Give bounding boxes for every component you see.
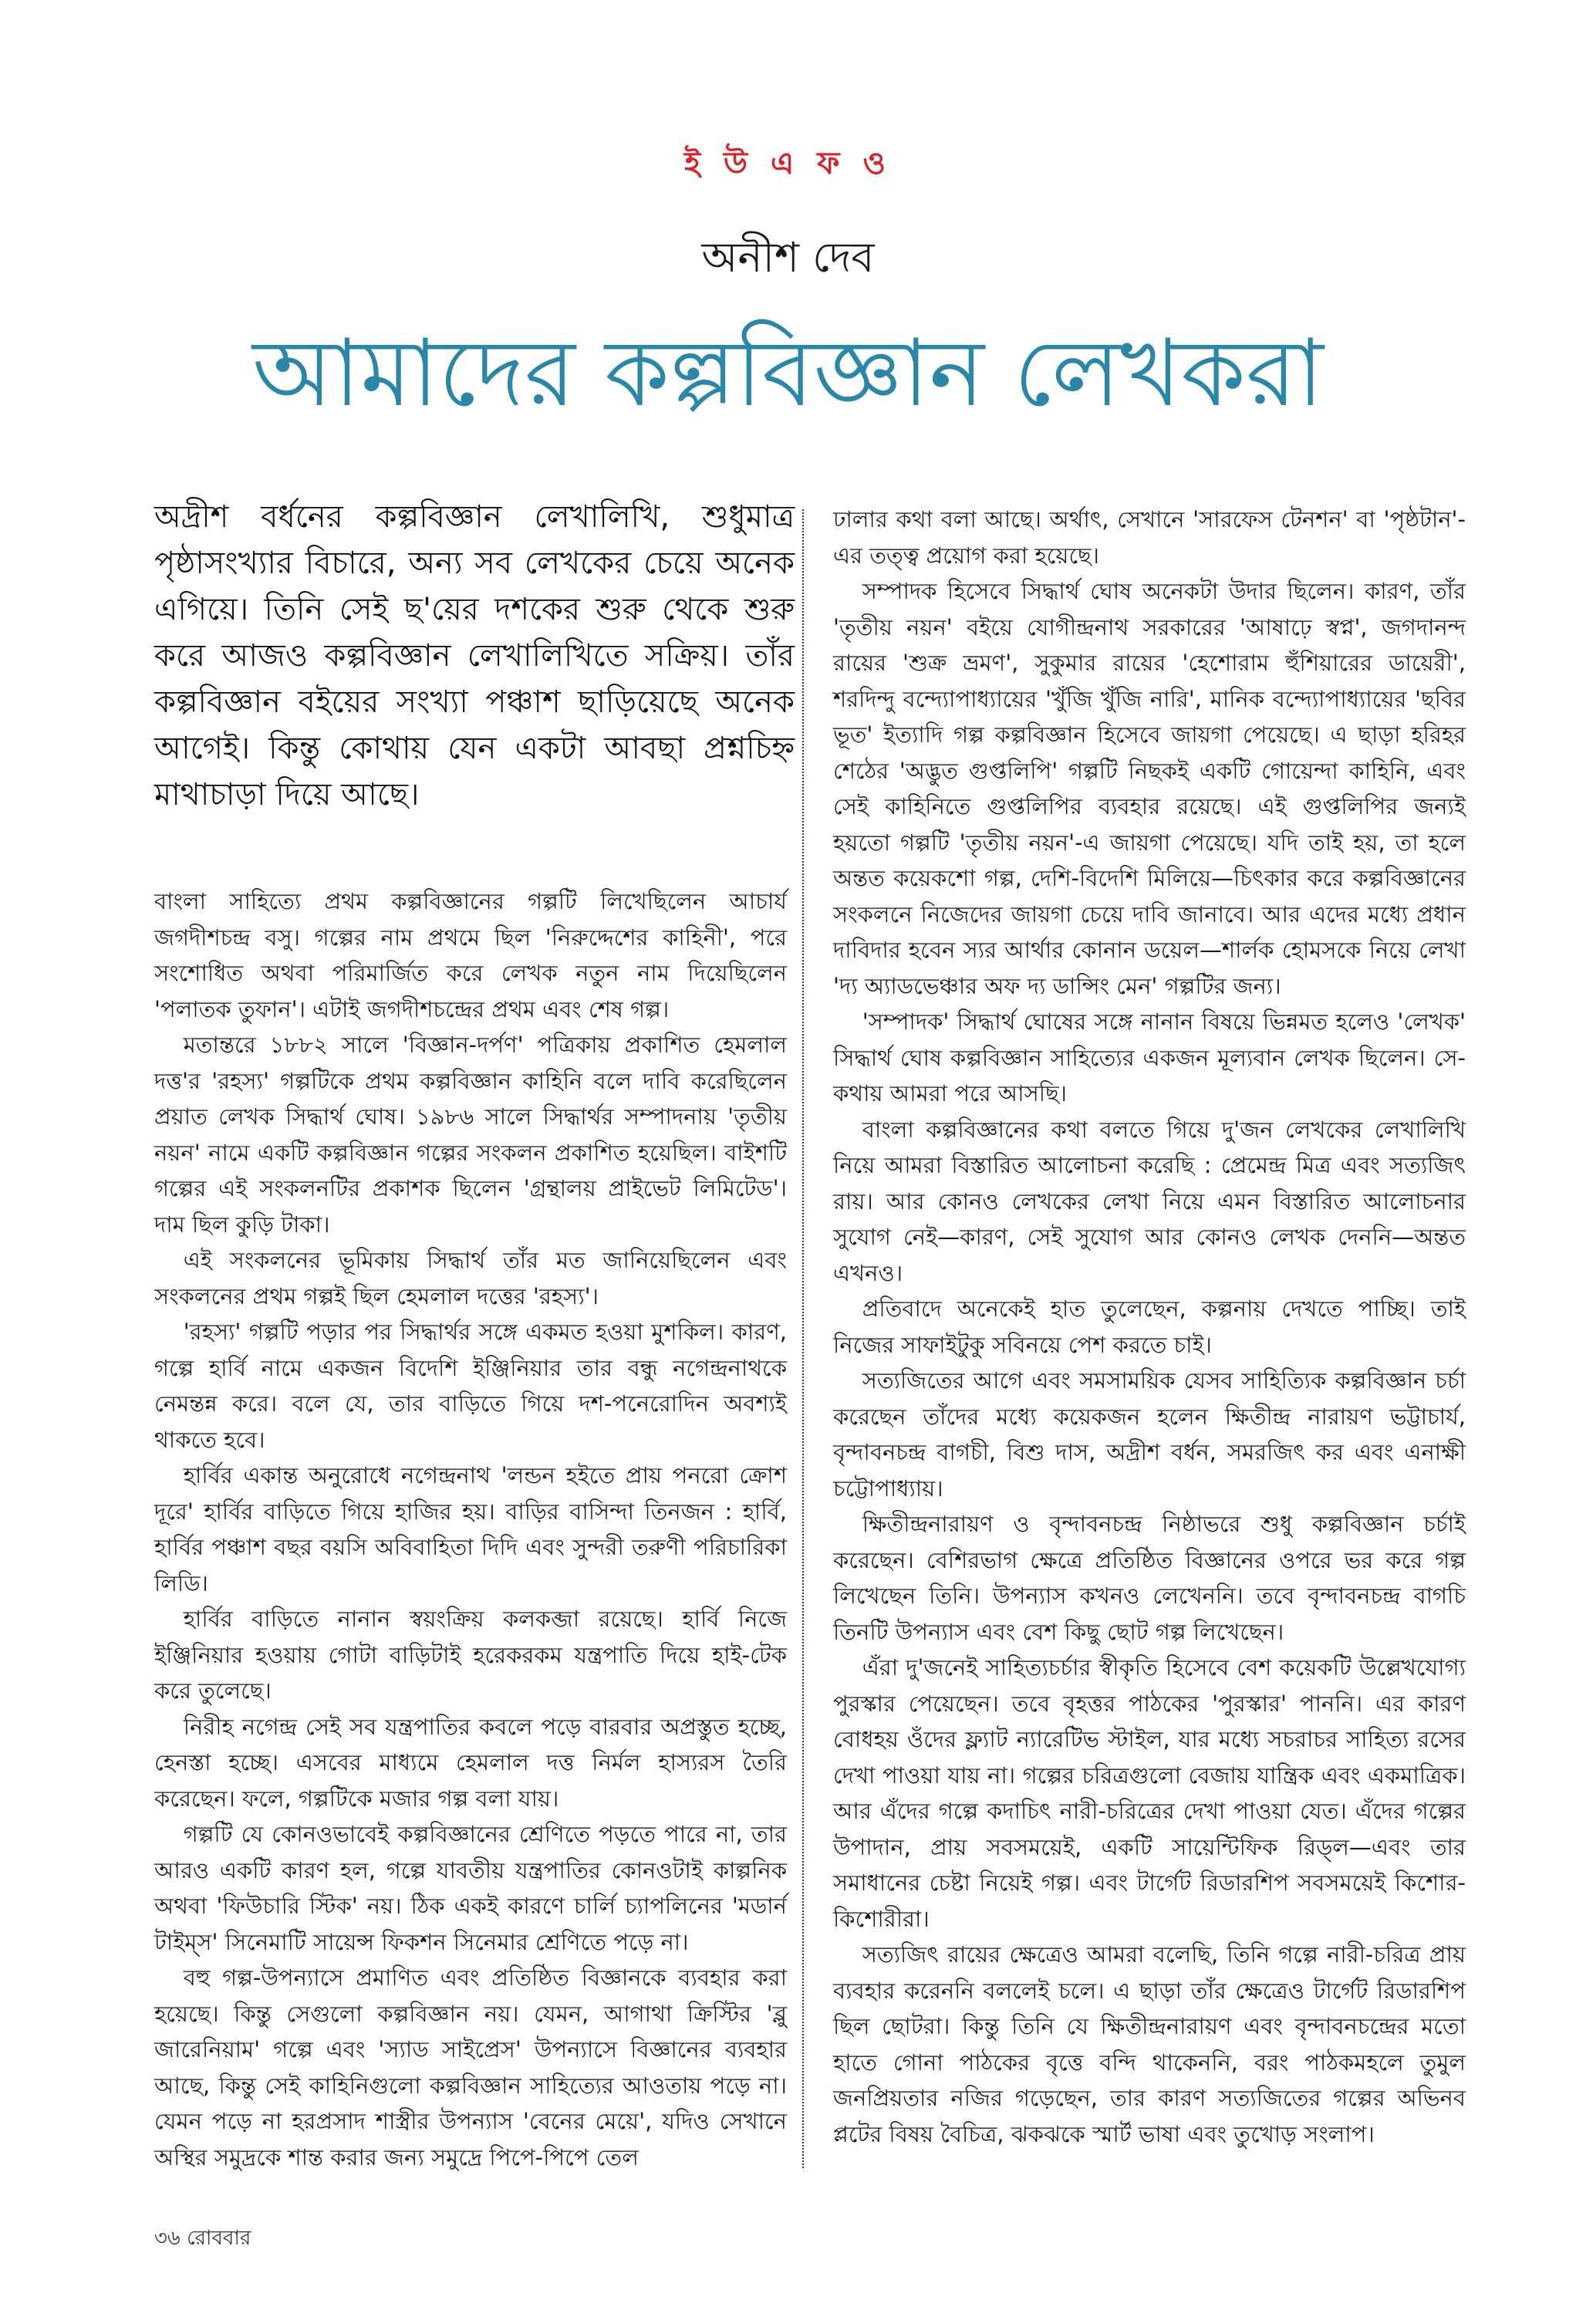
- column-divider: [802, 509, 804, 2168]
- paragraph: বহু গল্প-উপন্যাসে প্রমাণিত এবং প্রতিষ্ঠিত বিজ্ঞানকে ব্যবহার করা হয়েছে। কিন্তু সেগুলো কল্পবিজ্ঞান নয়। যেমন, আগাথা ক্রিস্টির 'ব্লু জারেনিয়াম' গল্পে এবং 'স্যাড সাইপ্রেস' উপন্যাসে বিজ্ঞানের ব্যবহার আছে, কিন্তু সেই কাহিনিগুলো কল্পবিজ্ঞান সাহিত্যের আওতায় পড়ে না। যেমন পড়ে না হরপ্রসাদ শাস্ত্রীর উপন্যাস 'বেনের মেয়ে', যদিও সেখানে অস্থির সমুদ্রকে শান্ত করার জন্য সমুদ্রে পিপে-পিপে তেল: [154, 1964, 787, 2170]
- paragraph: 'রহস্য' গল্পটি পড়ার পর সিদ্ধার্থর সঙ্গে একমত হওয়া মুশকিল। কারণ, গল্পে হার্বি নামে একজন বিদেশি ইঞ্জিনিয়ার তার বন্ধু নগেন্দ্রনাথকে নেমন্তন্ন করে। বলে যে, তার বাড়িতে গিয়ে দশ-পনেরোদিন অবশ্যই থাকতে হবে।: [154, 1319, 787, 1453]
- article-headline: আমাদের কল্পবিজ্ঞান লেখকরা: [252, 320, 1324, 427]
- paragraph: সত্যজিতের আগে এবং সমসাময়িক যেসব সাহিত্যিক কল্পবিজ্ঞান চর্চা করেছেন তাঁদের মধ্যে কয়েকজন হলেন ক্ষিতীন্দ্র নারায়ণ ভট্টাচার্য, বৃন্দাবনচন্দ্র বাগচী, বিশু দাস, অদ্রীশ বর্ধন, সমরজিৎ কর এবং এনাক্ষী চট্টোপাধ্যায়।: [833, 1367, 1466, 1501]
- paragraph: মতান্তরে ১৮৮২ সালে 'বিজ্ঞান-দর্পণ' পত্রিকায় প্রকাশিত হেমলাল দত্ত'র 'রহস্য' গল্পটিকে প্রথম কল্পবিজ্ঞান কাহিনি বলে দাবি করেছিলেন প্রয়াত লেখক সিদ্ধার্থ ঘোষ। ১৯৮৬ সালে সিদ্ধার্থর সম্পাদনায় 'তৃতীয় নয়ন' নামে একটি কল্পবিজ্ঞান গল্পের সংকলন প্রকাশিত হয়েছিল। বাইশটি গল্পের এই সংকলনটির প্রকাশক ছিলেন 'গ্রন্থালয় প্রাইভেট লিমিটেড'। দাম ছিল কুড়ি টাকা।: [154, 1032, 787, 1238]
- paragraph: ক্ষিতীন্দ্রনারায়ণ ও বৃন্দাবনচন্দ্র নিষ্ঠাভরে শুধু কল্পবিজ্ঞান চর্চাই করেছেন। বেশিরভাগ ক্ষেত্রে প্রতিষ্ঠিত বিজ্ঞানের ওপরে ভর করে গল্প লিখেছেন তিনি। উপন্যাস কখনও লেখেননি। তবে বৃন্দাবনচন্দ্র বাগচি তিনটি উপন্যাস এবং বেশ কিছু ছোট গল্প লিখেছেন।: [833, 1511, 1466, 1645]
- left-column: [154, 883, 787, 2175]
- right-column: [833, 502, 1466, 2152]
- paragraph: ঢালার কথা বলা আছে। অর্থাৎ, সেখানে 'সারফেস টেনশন' বা 'পৃষ্ঠটান'-এর তত্ত্ব প্রয়োগ করা হয়েছে।: [833, 506, 1466, 569]
- paragraph: এই সংকলনের ভূমিকায় সিদ্ধার্থ তাঁর মত জানিয়েছিলেন এবং সংকলনের প্রথম গল্পই ছিল হেমলাল দত্তের 'রহস্য'।: [154, 1247, 787, 1309]
- page-folio: ৩৬ রোববার: [154, 2227, 251, 2250]
- paragraph: বাংলা সাহিত্যে প্রথম কল্পবিজ্ঞানের গল্পটি লিখেছিলেন আচার্য জগদীশচন্দ্র বসু। গল্পের নাম প্রথমে ছিল 'নিরুদ্দেশের কাহিনী', পরে সংশোধিত অথবা পরিমার্জিত করে লেখক নতুন নাম দিয়েছিলেন 'পলাতক তুফান'। এটাই জগদীশচন্দ্রের প্রথম এবং শেষ গল্প।: [154, 888, 787, 1022]
- section-kicker: ই উ এ ফ ও: [684, 146, 892, 181]
- author-byline: অনীশ দেব: [701, 233, 875, 282]
- paragraph: সত্যজিৎ রায়ের ক্ষেত্রেও আমরা বলেছি, তিনি গল্পে নারী-চরিত্র প্রায় ব্যবহার করেননি বললেই চলে। এ ছাড়া তাঁর ক্ষেত্রেও টার্গেট রিডারশিপ ছিল ছোটরা। কিন্তু তিনি যে ক্ষিতীন্দ্রনারায়ণ এবং বৃন্দাবনচন্দ্রের মতো হাতে গোনা পাঠকের বৃত্তে বন্দি থাকেননি, বরং পাঠকমহলে তুমুল জনপ্রিয়তার নজির গড়েছেন, তার কারণ সত্যজিতের গল্পের অভিনব প্লটের বিষয় বৈচিত্র, ঝকঝকে স্মার্ট ভাষা এবং তুখোড় সংলাপ।: [833, 1941, 1466, 2147]
- paragraph: হার্বির একান্ত অনুরোধে নগেন্দ্রনাথ 'লন্ডন হইতে প্রায় পনরো ক্রোশ দূরে' হার্বির বাড়িতে গিয়ে হাজির হয়। বাড়ির বাসিন্দা তিনজন : হার্বি, হার্বির পঞ্চাশ বছর বয়সি অবিবাহিতা দিদি এবং সুন্দরী তরুণী পরিচারিকা লিডি।: [154, 1462, 787, 1596]
- paragraph: হার্বির বাড়িতে নানান স্বয়ংক্রিয় কলকব্জা রয়েছে। হার্বি নিজে ইঞ্জিনিয়ার হওয়ায় গোটা বাড়িটাই হরেকরকম যন্ত্রপাতি দিয়ে হাই-টেক করে তুলেছে।: [154, 1606, 787, 1704]
- paragraph: নিরীহ নগেন্দ্র সেই সব যন্ত্রপাতির কবলে পড়ে বারবার অপ্রস্তুত হচ্ছে, হেনস্তা হচ্ছে। এসবের মাধ্যমে হেমলাল দত্ত নির্মল হাস্যরস তৈরি করেছেন। ফলে, গল্পটিকে মজার গল্প বলা যায়।: [154, 1713, 787, 1812]
- paragraph: গল্পটি যে কোনওভাবেই কল্পবিজ্ঞানের শ্রেণিতে পড়তে পারে না, তার আরও একটি কারণ হল, গল্পে যাবতীয় যন্ত্রপাতির কোনওটাই কাল্পনিক অথবা 'ফিউচারি স্টিক' নয়। ঠিক একই কারণে চার্লি চ্যাপলিনের 'মডার্ন টাইম্‌স' সিনেমাটি সায়েন্স ফিকশন সিনেমার শ্রেণিতে পড়ে না।: [154, 1821, 787, 1955]
- paragraph: প্রতিবাদে অনেকেই হাত তুলেছেন, কল্পনায় দেখতে পাচ্ছি। তাই নিজের সাফাইটুকু সবিনয়ে পেশ করতে চাই।: [833, 1295, 1466, 1358]
- intro-standfirst: অদ্রীশ বর্ধনের কল্পবিজ্ঞান লেখালিখি, শুধুমাত্র পৃষ্ঠাসংখ্যার বিচারে, অন্য সব লেখকের চেয়ে অনেক এগিয়ে। তিনি সেই ছ'য়ের দশকের শুরু থেকে শুরু করে আজও কল্পবিজ্ঞান লেখালিখিতে সক্রিয়। তাঁর কল্পবিজ্ঞান বইয়ের সংখ্যা পঞ্চাশ ছাড়িয়েছে অনেক আগেই। কিন্তু কোথায় যেন একটা আবছা প্রশ্নচিহ্ন মাথাচাড়া দিয়ে আছে।: [154, 499, 795, 812]
- paragraph: 'সম্পাদক' সিদ্ধার্থ ঘোষের সঙ্গে নানান বিষয়ে ভিন্নমত হলেও 'লেখক' সিদ্ধার্থ ঘোষ কল্পবিজ্ঞান সাহিত্যের একজন মূল্যবান লেখক ছিলেন। সে-কথায় আমরা পরে আসছি।: [833, 1008, 1466, 1106]
- paragraph: সম্পাদক হিসেবে সিদ্ধার্থ ঘোষ অনেকটা উদার ছিলেন। কারণ, তাঁর 'তৃতীয় নয়ন' বইয়ে যোগীন্দ্রনাথ সরকারের 'আষাঢ়ে স্বপ্ন', জগদানন্দ রায়ের 'শুক্র ভ্রমণ', সুকুমার রায়ের 'হেশোরাম হুঁশিয়ারের ডায়েরী', শরদিন্দু বন্দ্যোপাধ্যায়ের 'খুঁজি খুঁজি নারি', মানিক বন্দ্যোপাধ্যায়ের 'ছবির ভূত' ইত্যাদি গল্প কল্পবিজ্ঞান হিসেবে জায়গা পেয়েছে। এ ছাড়া হরিহর শেঠের 'অদ্ভুত গুপ্তলিপি' গল্পটি নিছকই একটি গোয়েন্দা কাহিনি, এবং সেই কাহিনিতে গুপ্তলিপির ব্যবহার রয়েছে। এই গুপ্তলিপির জন্যই হয়তো গল্পটি 'তৃতীয় নয়ন'-এ জায়গা পেয়েছে। যদি তাই হয়, তা হলে অন্তত কয়েকশো গল্প, দেশি-বিদেশি মিলিয়ে—চিৎকার করে কল্পবিজ্ঞানের সংকলনে নিজেদের জায়গা চেয়ে দাবি জানাবে। আর এদের মধ্যে প্রধান দাবিদার হবেন স্যর আর্থার কোনান ডয়েল—শার্লক হোমসকে নিয়ে লেখা 'দ্য অ্যাডভেঞ্চার অফ দ্য ডান্সিং মেন' গল্পটির জন্য।: [833, 578, 1466, 999]
- paragraph: বাংলা কল্পবিজ্ঞানের কথা বলতে গিয়ে দু'জন লেখকের লেখালিখি নিয়ে আমরা বিস্তারিত আলোচনা করেছি : প্রেমেন্দ্র মিত্র এবং সত্যজিৎ রায়। আর কোনও লেখকের লেখা নিয়ে এমন বিস্তারিত আলোচনার সুযোগ নেই—কারণ, সেই সুযোগ আর কোনও লেখক দেননি—অন্তত এখনও।: [833, 1116, 1466, 1286]
- paragraph: এঁরা দু'জনেই সাহিত্যচর্চার স্বীকৃতি হিসেবে বেশ কয়েকটি উল্লেখযোগ্য পুরস্কার পেয়েছেন। তবে বৃহত্তর পাঠকের 'পুরস্কার' পাননি। এর কারণ বোধহয় ওঁদের ফ্ল্যাট ন্যারেটিভ স্টাইল, যার মধ্যে সচরাচর সাহিত্য রসের দেখা পাওয়া যায় না। গল্পের চরিত্রগুলো বেজায় যান্ত্রিক এবং একমাত্রিক। আর এঁদের গল্পে কদাচিৎ নারী-চরিত্রের দেখা পাওয়া যেত। এঁদের গল্পের উপাদান, প্রায় সবসময়েই, একটি সায়েন্টিফিক রিড্ল—এবং তার সমাধানের চেষ্টা নিয়েই গল্প। এবং টার্গেট রিডারশিপ সবসময়েই কিশোর-কিশোরীরা।: [833, 1654, 1466, 1932]
